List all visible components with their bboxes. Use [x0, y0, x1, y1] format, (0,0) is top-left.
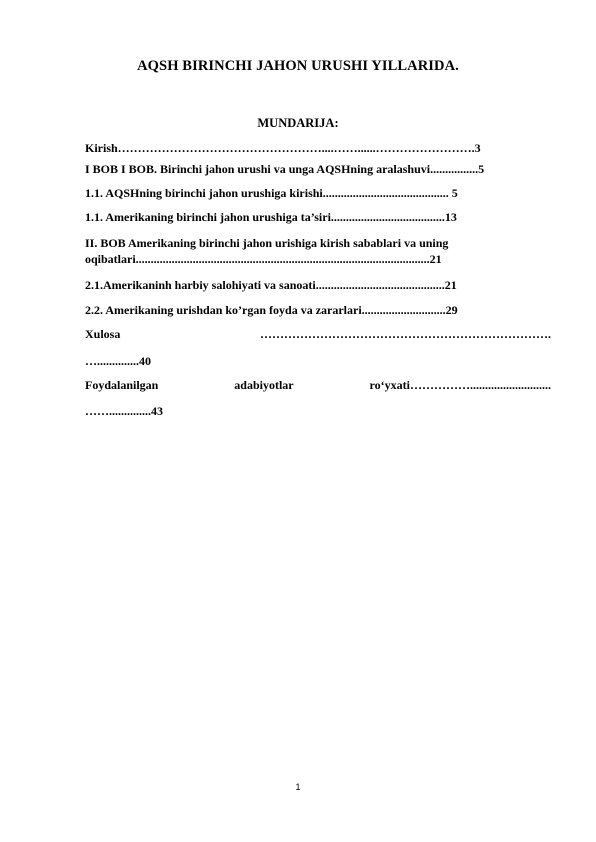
- toc-heading: MUNDARIJA:: [257, 116, 339, 130]
- toc-entry-1-1b: 1.1. Amerikaning birinchi jahon urushiga ta’siri......................................13: [85, 210, 457, 224]
- toc-entry-2-2: 2.2. Amerikaning urishdan ko’rgan foyda va zararlari............................29: [85, 303, 458, 317]
- toc-entry-bob-1: I BOB I BOB. Birinchi jahon urushi va unga AQSHning aralashuvi................5: [85, 162, 485, 176]
- toc-entry-1-1a: 1.1. AQSHning birinchi jahon urushiga kirishi.......................................... 5: [85, 186, 458, 200]
- toc-entry-bob-2-cont: oqibatlari..................................................................................................21: [85, 252, 442, 266]
- toc-entry-2-1: 2.1.Amerikaninh harbiy salohiyati va sanoati...........................................21: [85, 278, 457, 292]
- foydalanilgan-word1: Foydalanilgan: [85, 378, 159, 392]
- toc-entry-foydalanilgan: [85, 377, 551, 393]
- document-title: AQSH BIRINCHI JAHON URUSHI YILLARIDA.: [137, 58, 459, 74]
- toc-entry-kirish: Kirish……………………………………………....……......…………………….3: [85, 141, 481, 155]
- xulosa-label: Xulosa: [85, 327, 121, 341]
- page-number: 1: [295, 782, 301, 792]
- toc-entry-foydalanilgan-cont: ……..............43: [85, 404, 163, 418]
- toc-entry-xulosa-cont: …..............40: [85, 354, 151, 368]
- xulosa-dots: ……………………………………………………………….: [260, 327, 551, 341]
- foydalanilgan-word3: ro‘yxati……………...........................: [369, 378, 551, 392]
- toc-entry-bob-2: II. BOB Amerikaning birinchi jahon urishiga kirish sabablari va uning: [85, 236, 449, 250]
- foydalanilgan-word2: adabiyotlar: [234, 378, 294, 392]
- toc-entry-xulosa: [85, 326, 551, 342]
